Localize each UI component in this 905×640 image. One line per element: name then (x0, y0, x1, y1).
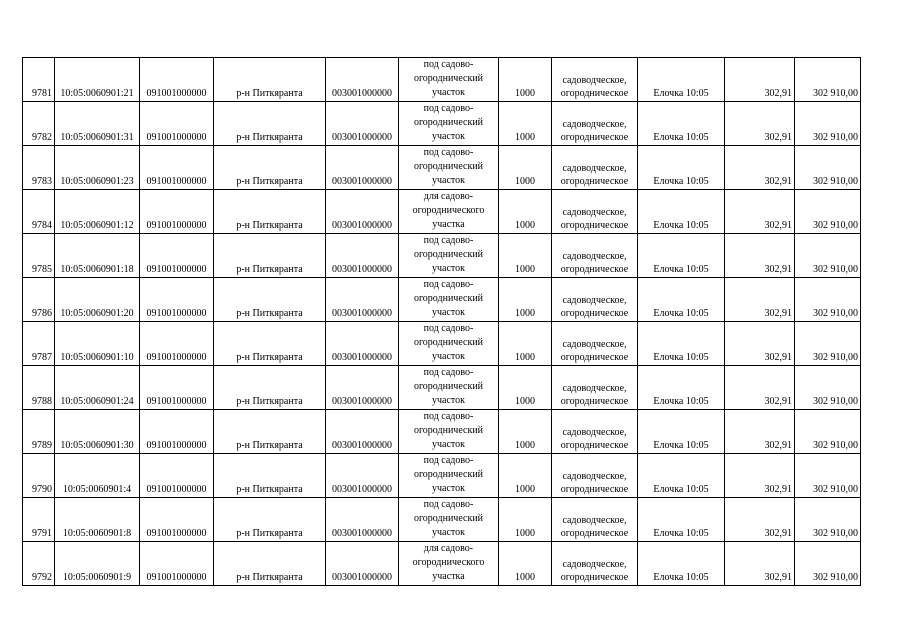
district-cell: р-н Питкяранта (214, 410, 326, 454)
use-type-cell (552, 278, 638, 322)
use-type-cell (552, 410, 638, 454)
permitted-use-line: участок (431, 263, 465, 274)
use-type-cell (552, 102, 638, 146)
specific-value-cell: 302,91 (725, 498, 795, 542)
permitted-use-cell (399, 542, 499, 586)
category-code-cell: 003001000000 (326, 146, 399, 190)
row-number-cell: 9782 (23, 102, 55, 146)
permitted-use-line: огороднический (413, 117, 484, 128)
row-number-cell: 9783 (23, 146, 55, 190)
cadastral-value-cell: 302 910,00 (795, 190, 861, 234)
permitted-use-line: участок (431, 439, 465, 450)
row-number-cell: 9792 (23, 542, 55, 586)
permitted-use-cell (399, 278, 499, 322)
cadastral-value-cell: 302 910,00 (795, 542, 861, 586)
category-code-cell: 003001000000 (326, 102, 399, 146)
okato-code-cell: 091001000000 (140, 102, 214, 146)
use-type-line: огородническое (560, 572, 629, 583)
area-cell: 1000 (499, 498, 552, 542)
valuation-zone-cell: Елочка 10:05 (638, 58, 725, 102)
area-cell: 1000 (499, 278, 552, 322)
permitted-use-line: под садово- (423, 279, 474, 290)
row-number-cell: 9789 (23, 410, 55, 454)
okato-code-cell: 091001000000 (140, 146, 214, 190)
table-row (23, 146, 861, 190)
okato-code-cell: 091001000000 (140, 322, 214, 366)
valuation-zone-cell: Елочка 10:05 (638, 366, 725, 410)
cadastral-value-cell: 302 910,00 (795, 278, 861, 322)
permitted-use-cell (399, 234, 499, 278)
district-cell: р-н Питкяранта (214, 322, 326, 366)
category-code-cell: 003001000000 (326, 454, 399, 498)
specific-value-cell: 302,91 (725, 234, 795, 278)
permitted-use-line: огороднический (413, 293, 484, 304)
use-type-cell (552, 322, 638, 366)
use-type-line: садоводческое, (562, 471, 627, 482)
table-row (23, 322, 861, 366)
permitted-use-line: для садово- (423, 191, 474, 202)
specific-value-cell: 302,91 (725, 410, 795, 454)
permitted-use-line: участок (431, 483, 465, 494)
permitted-use-line: под садово- (423, 499, 474, 510)
valuation-zone-cell: Елочка 10:05 (638, 498, 725, 542)
cadastral-value-cell: 302 910,00 (795, 366, 861, 410)
category-code-cell: 003001000000 (326, 58, 399, 102)
cadastral-value-cell: 302 910,00 (795, 146, 861, 190)
use-type-cell (552, 234, 638, 278)
permitted-use-line: огороднический (413, 381, 484, 392)
category-code-cell: 003001000000 (326, 190, 399, 234)
specific-value-cell: 302,91 (725, 542, 795, 586)
permitted-use-line: для садово- (423, 543, 474, 554)
permitted-use-cell (399, 190, 499, 234)
valuation-zone-cell: Елочка 10:05 (638, 410, 725, 454)
specific-value-cell: 302,91 (725, 366, 795, 410)
cadastral-value-cell: 302 910,00 (795, 58, 861, 102)
table-row (23, 410, 861, 454)
area-cell: 1000 (499, 410, 552, 454)
permitted-use-line: огороднический (413, 337, 484, 348)
row-number-cell: 9788 (23, 366, 55, 410)
permitted-use-cell (399, 58, 499, 102)
permitted-use-line: участок (431, 175, 465, 186)
permitted-use-line: участок (431, 307, 465, 318)
valuation-zone-cell: Елочка 10:05 (638, 322, 725, 366)
district-cell: р-н Питкяранта (214, 498, 326, 542)
district-cell: р-н Питкяранта (214, 146, 326, 190)
specific-value-cell: 302,91 (725, 454, 795, 498)
use-type-line: садоводческое, (562, 207, 627, 218)
valuation-zone-cell: Елочка 10:05 (638, 454, 725, 498)
permitted-use-cell (399, 146, 499, 190)
permitted-use-line: участок (431, 395, 465, 406)
area-cell: 1000 (499, 190, 552, 234)
use-type-line: садоводческое, (562, 559, 627, 570)
use-type-line: огородническое (560, 132, 629, 143)
valuation-zone-cell: Елочка 10:05 (638, 146, 725, 190)
row-number-cell: 9781 (23, 58, 55, 102)
permitted-use-line: под садово- (423, 235, 474, 246)
cadastral-number-cell: 10:05:0060901:20 (55, 278, 140, 322)
use-type-line: садоводческое, (562, 75, 627, 86)
district-cell: р-н Питкяранта (214, 58, 326, 102)
cadastral-value-cell: 302 910,00 (795, 410, 861, 454)
category-code-cell: 003001000000 (326, 410, 399, 454)
use-type-cell (552, 366, 638, 410)
specific-value-cell: 302,91 (725, 278, 795, 322)
specific-value-cell: 302,91 (725, 146, 795, 190)
okato-code-cell: 091001000000 (140, 278, 214, 322)
district-cell: р-н Питкяранта (214, 102, 326, 146)
specific-value-cell: 302,91 (725, 322, 795, 366)
use-type-cell (552, 542, 638, 586)
permitted-use-line: под садово- (423, 103, 474, 114)
cadastral-number-cell: 10:05:0060901:24 (55, 366, 140, 410)
district-cell: р-н Питкяранта (214, 454, 326, 498)
use-type-line: садоводческое, (562, 163, 627, 174)
okato-code-cell: 091001000000 (140, 58, 214, 102)
use-type-line: огородническое (560, 176, 629, 187)
area-cell: 1000 (499, 366, 552, 410)
permitted-use-line: под садово- (423, 367, 474, 378)
use-type-cell (552, 146, 638, 190)
permitted-use-line: участка (432, 571, 465, 582)
specific-value-cell: 302,91 (725, 190, 795, 234)
table-row (23, 498, 861, 542)
use-type-line: садоводческое, (562, 251, 627, 262)
land-registry-table (22, 57, 861, 586)
district-cell: р-н Питкяранта (214, 234, 326, 278)
use-type-line: огородническое (560, 440, 629, 451)
row-number-cell: 9786 (23, 278, 55, 322)
category-code-cell: 003001000000 (326, 322, 399, 366)
use-type-line: огородническое (560, 484, 629, 495)
table-row (23, 366, 861, 410)
permitted-use-line: под садово- (423, 147, 474, 158)
area-cell: 1000 (499, 58, 552, 102)
permitted-use-line: участок (431, 351, 465, 362)
use-type-line: садоводческое, (562, 119, 627, 130)
use-type-cell (552, 58, 638, 102)
category-code-cell: 003001000000 (326, 234, 399, 278)
permitted-use-line: под садово- (423, 59, 474, 70)
table-row (23, 234, 861, 278)
permitted-use-line: огороднический (413, 469, 484, 480)
cadastral-number-cell: 10:05:0060901:4 (55, 454, 140, 498)
area-cell: 1000 (499, 542, 552, 586)
use-type-line: садоводческое, (562, 295, 627, 306)
use-type-cell (552, 190, 638, 234)
permitted-use-cell (399, 454, 499, 498)
permitted-use-line: огороднический (413, 161, 484, 172)
permitted-use-line: под садово- (423, 411, 474, 422)
table-row (23, 454, 861, 498)
row-number-cell: 9790 (23, 454, 55, 498)
okato-code-cell: 091001000000 (140, 234, 214, 278)
cadastral-number-cell: 10:05:0060901:18 (55, 234, 140, 278)
area-cell: 1000 (499, 146, 552, 190)
valuation-zone-cell: Елочка 10:05 (638, 102, 725, 146)
cadastral-number-cell: 10:05:0060901:31 (55, 102, 140, 146)
okato-code-cell: 091001000000 (140, 542, 214, 586)
permitted-use-cell (399, 366, 499, 410)
cadastral-number-cell: 10:05:0060901:30 (55, 410, 140, 454)
permitted-use-line: огороднического (412, 205, 485, 216)
okato-code-cell: 091001000000 (140, 498, 214, 542)
category-code-cell: 003001000000 (326, 366, 399, 410)
okato-code-cell: 091001000000 (140, 454, 214, 498)
permitted-use-line: огороднический (413, 249, 484, 260)
cadastral-value-cell: 302 910,00 (795, 322, 861, 366)
cadastral-value-cell: 302 910,00 (795, 234, 861, 278)
permitted-use-line: участок (431, 527, 465, 538)
row-number-cell: 9784 (23, 190, 55, 234)
valuation-zone-cell: Елочка 10:05 (638, 234, 725, 278)
okato-code-cell: 091001000000 (140, 190, 214, 234)
permitted-use-cell (399, 102, 499, 146)
permitted-use-cell (399, 498, 499, 542)
cadastral-value-cell: 302 910,00 (795, 498, 861, 542)
permitted-use-cell (399, 410, 499, 454)
district-cell: р-н Питкяранта (214, 366, 326, 410)
specific-value-cell: 302,91 (725, 58, 795, 102)
cadastral-number-cell: 10:05:0060901:10 (55, 322, 140, 366)
cadastral-number-cell: 10:05:0060901:9 (55, 542, 140, 586)
permitted-use-line: участка (432, 219, 465, 230)
cadastral-number-cell: 10:05:0060901:23 (55, 146, 140, 190)
table-row (23, 542, 861, 586)
use-type-line: садоводческое, (562, 515, 627, 526)
use-type-line: садоводческое, (562, 383, 627, 394)
table-row (23, 102, 861, 146)
row-number-cell: 9785 (23, 234, 55, 278)
district-cell: р-н Питкяранта (214, 190, 326, 234)
permitted-use-line: огороднический (413, 513, 484, 524)
permitted-use-line: огороднический (413, 425, 484, 436)
permitted-use-line: огороднический (413, 73, 484, 84)
permitted-use-line: участок (431, 87, 465, 98)
use-type-line: огородническое (560, 264, 629, 275)
use-type-line: огородническое (560, 220, 629, 231)
use-type-line: садоводческое, (562, 339, 627, 350)
district-cell: р-н Питкяранта (214, 542, 326, 586)
cadastral-value-cell: 302 910,00 (795, 454, 861, 498)
use-type-line: огородническое (560, 528, 629, 539)
use-type-line: огородническое (560, 352, 629, 363)
table-row (23, 190, 861, 234)
use-type-line: садоводческое, (562, 427, 627, 438)
specific-value-cell: 302,91 (725, 102, 795, 146)
permitted-use-line: огороднического (412, 557, 485, 568)
use-type-line: огородническое (560, 396, 629, 407)
valuation-zone-cell: Елочка 10:05 (638, 542, 725, 586)
table-row (23, 58, 861, 102)
permitted-use-cell (399, 322, 499, 366)
okato-code-cell: 091001000000 (140, 410, 214, 454)
area-cell: 1000 (499, 234, 552, 278)
permitted-use-line: участок (431, 131, 465, 142)
area-cell: 1000 (499, 454, 552, 498)
table-row (23, 278, 861, 322)
use-type-cell (552, 498, 638, 542)
use-type-line: огородническое (560, 308, 629, 319)
permitted-use-line: под садово- (423, 323, 474, 334)
valuation-zone-cell: Елочка 10:05 (638, 278, 725, 322)
category-code-cell: 003001000000 (326, 542, 399, 586)
cadastral-value-cell: 302 910,00 (795, 102, 861, 146)
okato-code-cell: 091001000000 (140, 366, 214, 410)
permitted-use-line: под садово- (423, 455, 474, 466)
table-body (23, 58, 861, 586)
use-type-cell (552, 454, 638, 498)
cadastral-number-cell: 10:05:0060901:8 (55, 498, 140, 542)
area-cell: 1000 (499, 322, 552, 366)
area-cell: 1000 (499, 102, 552, 146)
use-type-line: огородническое (560, 88, 629, 99)
district-cell: р-н Питкяранта (214, 278, 326, 322)
row-number-cell: 9791 (23, 498, 55, 542)
category-code-cell: 003001000000 (326, 278, 399, 322)
category-code-cell: 003001000000 (326, 498, 399, 542)
cadastral-number-cell: 10:05:0060901:12 (55, 190, 140, 234)
valuation-zone-cell: Елочка 10:05 (638, 190, 725, 234)
cadastral-number-cell: 10:05:0060901:21 (55, 58, 140, 102)
row-number-cell: 9787 (23, 322, 55, 366)
